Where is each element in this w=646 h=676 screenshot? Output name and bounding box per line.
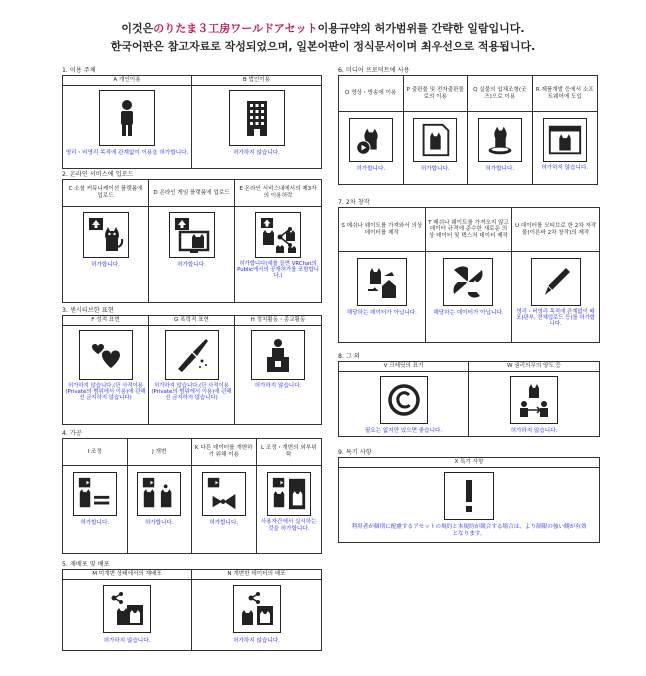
item-b	[192, 76, 321, 168]
section-title: 4. 가공	[62, 430, 82, 437]
item-r	[533, 76, 598, 184]
modify-icon	[137, 472, 181, 516]
item-m	[63, 570, 192, 650]
redistribute-icon	[103, 585, 151, 633]
person-icon	[99, 90, 155, 146]
section-title: 2. 온라인 서비스에 업로드	[62, 171, 134, 178]
header-line-1: 이것은のりたま３工房ワールドアセット이용규약의 허가범위를 간략한 일람입니다.	[121, 22, 525, 35]
section-title: 9. 특기 사항	[338, 449, 372, 456]
item-label: X 특기 사항	[339, 458, 599, 468]
item-label: L 조정・개변의 외부위탁	[257, 439, 322, 466]
section-title: 1. 이용 주체	[62, 67, 96, 74]
item-result: 허가하지 않습니다.(단 사적이용(Private의 범위에서 이용)에 관해선 금지하지 않습니다)	[151, 383, 232, 402]
item-t	[426, 208, 513, 342]
item-result: 허가하지 않습니다.	[541, 165, 589, 171]
item-f	[63, 316, 149, 424]
item-result: 허가합니다.	[420, 166, 450, 172]
item-label: Q 실물의 입체조형(굿즈)으로 이용	[468, 76, 532, 112]
item-result: 허가합니다(예를 들면 VRChat의 Public에서의 공개허가를 포함합니다.)	[237, 261, 319, 280]
item-label: B 법인이용	[192, 76, 321, 86]
item-result: 영리・비영리 목적에 관계없이 이용을 허가합니다.	[65, 150, 189, 156]
item-a	[63, 76, 192, 168]
item-u	[512, 208, 599, 342]
pen-icon	[531, 258, 581, 306]
section-usage-subject	[62, 66, 322, 169]
item-label: G 폭력적 표현	[149, 316, 234, 326]
item-result: 허가합니다.	[144, 520, 174, 526]
section-media-product	[338, 66, 598, 185]
transfer-icon	[510, 376, 558, 424]
item-label: I 조정	[63, 439, 127, 466]
item-result: 허가하지 않습니다.	[254, 383, 302, 389]
item-result: 허가하지 않습니다.	[510, 428, 558, 434]
software-icon	[543, 118, 587, 162]
item-d	[149, 180, 235, 302]
item-j	[128, 439, 193, 553]
item-label: E 온라인 서비스내에서의 제3자의 이용허락	[235, 180, 321, 207]
section-other	[338, 352, 600, 437]
outsource-icon	[267, 472, 311, 516]
section-redistribution	[62, 560, 322, 651]
mesh-icon	[357, 258, 407, 306]
item-result: 허가합니다.	[177, 262, 206, 268]
section-special-notes	[338, 448, 600, 543]
item-label: T 메쉬나 웨이트를 가져오지 않고 데이터 규격에 준수한 새로운 의상 데이터 및 텍스처 데이터 제작	[426, 208, 512, 252]
item-label: J 개변	[128, 439, 192, 466]
item-label: P 출판물 및 전자출판물로의 이용	[404, 76, 468, 112]
item-c	[63, 180, 149, 302]
adjust-icon	[73, 472, 117, 516]
item-o	[339, 76, 404, 184]
item-label: F 성적 표현	[63, 316, 148, 326]
section-title: 5. 재배포 및 배포	[62, 561, 110, 568]
exclamation-icon	[444, 472, 494, 520]
distribute-modified-icon	[233, 585, 281, 633]
figure-icon	[478, 118, 522, 162]
fan-icon	[443, 258, 493, 306]
bow-icon	[202, 472, 246, 516]
item-q	[468, 76, 533, 184]
item-result: 허가합니다.	[485, 166, 515, 172]
section-processing	[62, 429, 322, 554]
item-k	[192, 439, 257, 553]
section-online-upload	[62, 170, 322, 303]
section-title: 6. 미디어 프로덕트에 사용	[338, 67, 410, 74]
item-label: V 크레딧의 표기	[339, 362, 468, 372]
copyright-icon	[380, 376, 428, 424]
item-w	[469, 362, 599, 436]
item-result: 허가합니다.	[356, 166, 386, 172]
item-label: O 영상・방송에 이용	[339, 76, 403, 112]
item-result: 허가하지 않습니다.	[103, 638, 151, 644]
item-result: 허가합니다.	[80, 520, 110, 526]
share-network-icon	[255, 212, 301, 258]
section-derivative-works	[338, 198, 600, 343]
item-result: 필요는 없지만 있으면 좋습니다.	[364, 428, 443, 434]
item-x	[339, 458, 599, 542]
item-result: 허가합니다.	[91, 262, 120, 268]
knife-icon	[165, 330, 219, 380]
item-i	[63, 439, 128, 553]
item-g	[149, 316, 235, 424]
item-s	[339, 208, 426, 342]
item-p	[404, 76, 469, 184]
item-label: A 개인이용	[63, 76, 191, 86]
section-sensitive	[62, 306, 322, 425]
item-result: 허가하지 않습니다.	[233, 638, 280, 644]
item-e	[235, 180, 321, 302]
item-label: K 다른 데이터를 개변하기 위해 이용	[192, 439, 256, 466]
item-result: 영리・비영리 목적에 관계없이 배포(판부, 전체업로드 등)를 허가합니다.	[516, 309, 596, 328]
item-result: 허가합니다.	[209, 520, 239, 526]
building-icon	[229, 90, 285, 146]
item-label: M 미개변 상태에서의 재배포	[63, 570, 191, 580]
item-label: D 온라인 게임 플랫폼에 업로드	[149, 180, 234, 207]
section-title: 7. 2차 창작	[338, 199, 370, 206]
header-line-2: 한국어판은 참고자료로 작성되었으며, 일본어판이 정식문서이며 최우선으로 적용됩니다.	[110, 40, 536, 53]
item-result: 허가하지 않습니다.(단 사적이용(Private의 범위에서 이용)에 관해선 금지하지 않습니다)	[65, 383, 146, 402]
item-label: H 정치활동・종교활동	[235, 316, 321, 326]
item-result: 해당하는 데이터가 아닙니다.	[433, 310, 504, 316]
item-l	[257, 439, 322, 553]
item-result: 利用者が個別に配慮するアセットの規約と本規約が競合する場合は、より制限の強い側が有効となります。	[351, 524, 587, 537]
upload-monitor-icon	[169, 212, 215, 258]
video-icon	[349, 118, 393, 162]
item-v	[339, 362, 469, 436]
item-n	[192, 570, 321, 650]
item-label: S 메쉬나 웨이트를 가져와서 의상 데이터를 제작	[339, 208, 425, 252]
item-label: C 소셜 커뮤니케이션 플랫폼에 업로드	[63, 180, 148, 207]
podium-icon	[251, 330, 305, 380]
item-label: R 제품개발 등에서 소프트웨어에 도입	[533, 76, 598, 112]
upload-cat-icon	[83, 212, 129, 258]
hearts-icon	[79, 330, 133, 380]
item-result: 허가하지 않습니다.	[233, 150, 280, 156]
item-label: W 권리의무의 양도 등	[469, 362, 599, 372]
section-title: 3. 센시티브한 표현	[62, 307, 114, 314]
item-result: 사용자간에서 실시하는 것을 허가합니다.	[260, 519, 317, 532]
book-icon	[413, 118, 457, 162]
item-h	[235, 316, 321, 424]
item-label: U 데이터를 모티브로 한 2차 저작물(이른바 2차 창작)의 제작	[512, 208, 599, 252]
item-label: N 개변한 데이터의 배포	[192, 570, 321, 580]
section-title: 8. 그 외	[338, 353, 360, 360]
item-result: 해당하는 데이터가 아닙니다.	[346, 310, 417, 316]
